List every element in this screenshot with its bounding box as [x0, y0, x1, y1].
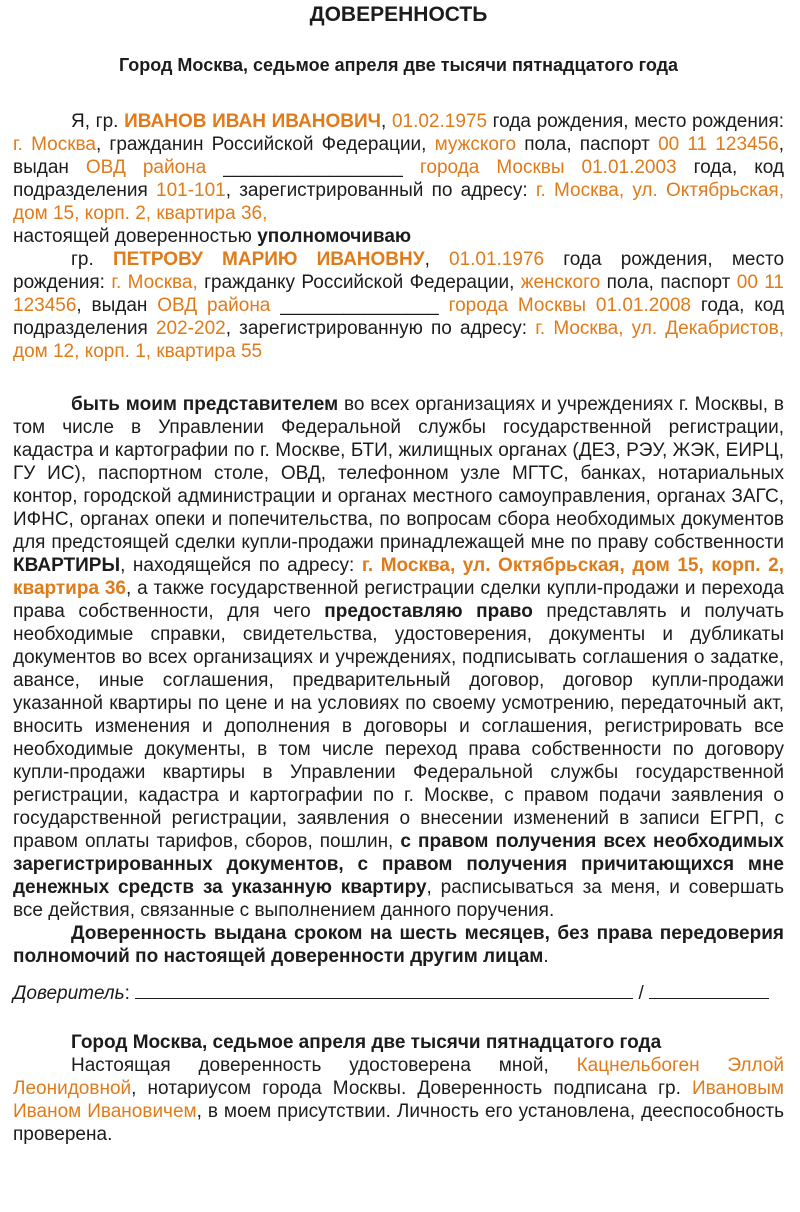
money-right: с правом получения всех необходимых зарегистрированных документов, с правом получения причитающихся мне денежных средств за указанную квартиру — [13, 831, 784, 898]
agent-birth-date: 01.01.1976 — [449, 249, 545, 270]
principal-paragraph — [13, 110, 784, 225]
notary-dateline-text: Город Москва, седьмое апреля две тысячи пятнадцатого года — [71, 1032, 662, 1053]
signature-line[interactable] — [135, 982, 633, 999]
principal-sep: , — [381, 111, 392, 132]
notary-text-3: , в моем присутствии. Личность его установлена, дееспособность проверена. — [13, 1101, 784, 1145]
term-end: . — [543, 946, 549, 967]
principal-issued-text: , выдан — [13, 134, 784, 178]
agent-issuer-city: города Москвы — [448, 295, 587, 316]
agent-issued-text: , выдан — [76, 295, 158, 316]
document-page — [0, 3, 800, 1212]
principal-gender: мужского — [434, 134, 517, 155]
signature-name-line[interactable] — [649, 982, 769, 999]
agent-issuer-blank: _______________ — [280, 295, 439, 316]
principal-citizen-text: , гражданин Российской Федерации, — [95, 134, 435, 155]
agent-address-text: , зарегистрированную по адресу: — [225, 318, 536, 339]
notary-paragraph — [13, 1054, 784, 1146]
powers-text-5: , расписываться за меня, и совершать все действия, связанные с выполнением данного поручения. — [13, 877, 784, 921]
principal-issuer: ОВД района — [85, 157, 207, 178]
signature-label: Доверитель — [13, 983, 125, 1004]
principal-issuer-city: города Москвы — [419, 157, 565, 178]
property-address: г. Москва, ул. Октябрьская, дом 15, корп. 2, квартира 36 — [13, 555, 785, 599]
agent-name: ПЕТРОВУ МАРИЮ ИВАНОВНУ — [112, 249, 425, 270]
notary-name: Кацнельбоген Эллой Леонидовной — [13, 1055, 784, 1099]
document-title: ДОВЕРЕННОСТЬ — [309, 3, 488, 26]
authorize-word: уполномочиваю — [257, 226, 412, 247]
principal-issuer-blank: _________________ — [223, 157, 403, 178]
powers-lead: быть моим представителем — [71, 394, 339, 415]
notary-section — [13, 1031, 784, 1146]
notary-text-1: Настоящая доверенность удостоверена мной, — [71, 1055, 577, 1076]
agent-paragraph — [13, 248, 784, 363]
agent-passport: 00 11 123456 — [13, 272, 784, 316]
term-paragraph — [13, 922, 784, 968]
agent-code-text: года, код подразделения — [13, 295, 785, 339]
powers-text-3: , а также государственной регистрации сделки купли-продажи и перехода права собственности, для чего — [13, 578, 784, 622]
signature-row — [13, 982, 784, 1005]
agent-address: г. Москва, ул. Декабристов, дом 12, корп. 1, квартира 55 — [13, 318, 784, 362]
principal-address: г. Москва, ул. Октябрьская, дом 15, корп. 2, квартира 36, — [13, 180, 785, 224]
agent-code: 202-202 — [155, 318, 226, 339]
principal-issue-date: 01.01.2003 — [581, 157, 677, 178]
principal-address-text: , зарегистрированный по адресу: — [225, 180, 536, 201]
powers-section — [13, 393, 784, 968]
header-dateline: Город Москва, седьмое апреля две тысячи пятнадцатого года — [118, 55, 679, 75]
agent-birth-place: г. Москва, — [111, 272, 198, 293]
principal-birth-date: 01.02.1975 — [391, 111, 488, 132]
authorize-line — [13, 225, 784, 248]
authorize-text: настоящей доверенностью — [13, 226, 258, 247]
signature-slash: / — [638, 983, 644, 1004]
notary-text-2: , нотариусом города Москвы. Доверенность подписана гр. — [131, 1078, 693, 1099]
principal-passport: 00 11 123456 — [658, 134, 779, 155]
principal-birth-text: года рождения, место рождения: — [487, 111, 785, 132]
signature-colon: : — [124, 983, 130, 1004]
principal-intro: Я, гр. — [71, 111, 125, 132]
principal-section — [13, 110, 784, 363]
agent-birth-text: года рождения, место рождения: — [13, 249, 785, 293]
agent-passport-text: пола, паспорт — [600, 272, 737, 293]
principal-name: ИВАНОВ ИВАН ИВАНОВИЧ — [124, 111, 381, 132]
principal-birth-place: г. Москва — [13, 134, 96, 155]
principal-code: 101-101 — [156, 180, 226, 201]
powers-text-2: , находящейся по адресу: — [120, 555, 362, 576]
powers-text-1: во всех организациях и учреждениях г. Москвы, в том числе в Управлении Федеральной службы государственной регистрации, кадастра и картографии по г. Москве, БТИ, жилищных органах (ДЕЗ, РЭУ, ЖЭК, ЕИРЦ, ГУ ИС), паспортном столе, ОВД, телефонном узле МГТС, банках, нотариальных контор, городской администрации и органах местного самоуправления, органах ЗАГС, ИФНС, органах опеки и попечительства, по вопросам сбора необходимых документов для предстоящей сделки купли-продажи принадлежащей мне по праву собственности — [13, 394, 784, 553]
principal-code-text: года, код подразделения — [13, 157, 784, 201]
agent-issuer: ОВД района — [157, 295, 271, 316]
agent-issue-date: 01.01.2008 — [595, 295, 691, 316]
term-text: Доверенность выдана сроком на шесть месяцев, без права передоверия полномочий по настоящей доверенности другим лицам — [13, 923, 784, 967]
notary-dateline — [13, 1031, 784, 1054]
principal-passport-text: пола, паспорт — [516, 134, 659, 155]
apartment-word: КВАРТИРЫ — [13, 555, 121, 576]
powers-text-4: представлять и получать необходимые справки, свидетельства, удостоверения, документы и дубликаты документов во всех организациях и учреждениях, подписывать соглашения о задатке, авансе, иные соглашения, предварительный договор, договор купли-продажи указанной квартиры по цене и на условиях по своему усмотрению, передаточный акт, вносить изменения и дополнения в договоры и соглашения, регистрировать все необходимые документы, в том числе переход права собственности по договору купли-продажи квартиры в Управлении Федеральной службы государственной регистрации, кадастра и картографии по г. Москве, с правом подачи заявления о государственной регистрации, заявления о внесении изменений в записи ЕГРП, с правом оплаты тарифов, сборов, пошлин, — [13, 601, 785, 852]
agent-gender: женского — [520, 272, 601, 293]
agent-intro: гр. — [71, 249, 113, 270]
agent-sep: , — [424, 249, 450, 270]
signer-name: Ивановым Иваном Ивановичем — [13, 1078, 784, 1122]
agent-citizen-text: гражданку Российской Федерации, — [197, 272, 521, 293]
grant-right: предоставляю право — [324, 601, 533, 622]
powers-paragraph — [13, 393, 784, 922]
